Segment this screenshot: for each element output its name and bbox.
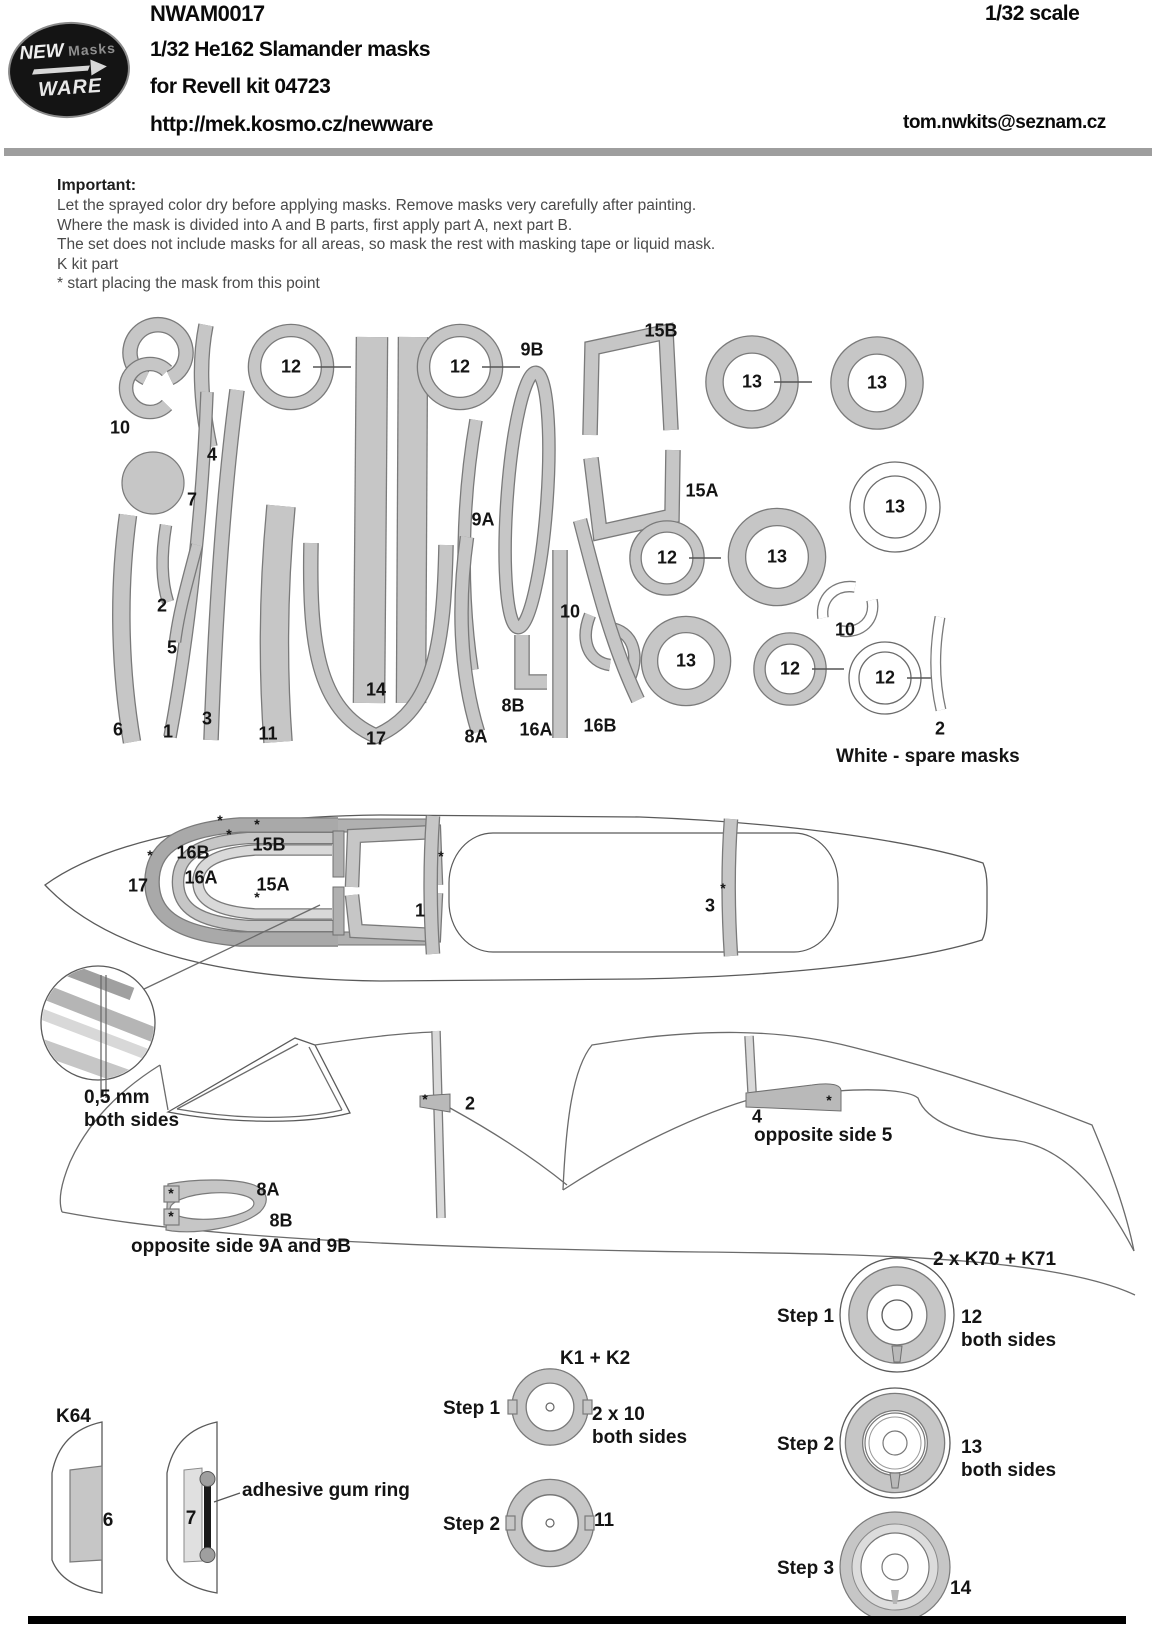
step-label: Step 2 bbox=[777, 1434, 835, 1455]
wheel-k70-step3 bbox=[840, 1512, 950, 1622]
step-label: Step 1 bbox=[443, 1398, 501, 1419]
kit-part-title: 2 x K70 + K71 bbox=[933, 1249, 1057, 1270]
placement-label: 16A bbox=[184, 867, 218, 888]
fuselage-top-view bbox=[45, 815, 987, 981]
mask-part-label: 4 bbox=[206, 444, 218, 465]
mask-part-label: 12 bbox=[656, 547, 678, 568]
step-label: Step 1 bbox=[777, 1306, 835, 1327]
pointer-line bbox=[214, 1493, 240, 1502]
start-point-marker: * bbox=[168, 1208, 174, 1224]
mask-part-label: 15A bbox=[685, 480, 719, 501]
placement-label: 8B bbox=[269, 1210, 293, 1231]
mask-part-label: 12 bbox=[779, 658, 801, 679]
mask-part-label: 12 bbox=[449, 356, 471, 377]
mask-part-label: 13 bbox=[766, 546, 788, 567]
mask-part-label: 14 bbox=[365, 679, 387, 700]
mask-part-label: 2 bbox=[156, 595, 168, 616]
instruction-line: The set does not include masks for all areas, so mask the rest with masking tape or liquid mask. bbox=[57, 236, 716, 253]
instructions-heading: Important: bbox=[57, 177, 137, 194]
mask-part-label: 7 bbox=[185, 1508, 197, 1529]
logo-word-new: NEW bbox=[18, 40, 65, 65]
start-point-marker: * bbox=[168, 1185, 174, 1201]
step-label: Step 3 bbox=[777, 1558, 835, 1579]
mask-part-label: 6 bbox=[112, 719, 124, 740]
mask-part-label: 16A bbox=[519, 719, 553, 740]
placement-label: 3 bbox=[704, 895, 716, 916]
product-code: NWAM0017 bbox=[150, 1, 265, 26]
newware-logo bbox=[5, 18, 133, 122]
wheel-k70-step1 bbox=[840, 1258, 954, 1372]
spare-masks-note: White - spare masks bbox=[836, 746, 1020, 767]
step-note: both sides bbox=[961, 1460, 1057, 1481]
start-point-marker: * bbox=[254, 816, 260, 832]
start-point-marker: * bbox=[422, 1091, 428, 1107]
placement-note: opposite side 5 bbox=[754, 1125, 893, 1146]
instructions-block bbox=[57, 176, 715, 294]
placement-label: 1 bbox=[414, 900, 426, 921]
placement-label: 17 bbox=[127, 875, 149, 896]
step-note: 14 bbox=[950, 1578, 972, 1599]
mask-part-label: 17 bbox=[365, 728, 387, 749]
placement-label: 2 bbox=[464, 1093, 476, 1114]
mask-part-label: 13 bbox=[675, 650, 697, 671]
start-point-marker: * bbox=[720, 880, 726, 896]
instruction-line: Where the mask is divided into A and B parts, first apply part A, next part B. bbox=[57, 216, 573, 234]
mask-part-label: 8A bbox=[464, 726, 488, 747]
mask-part-label: 13 bbox=[866, 372, 888, 393]
mask-part-label: 12 bbox=[874, 667, 896, 688]
step-note: both sides bbox=[961, 1330, 1057, 1351]
mask-part-label: 15B bbox=[644, 320, 678, 341]
mask-part-label: 13 bbox=[884, 496, 906, 517]
wheel-steps-diagram bbox=[0, 1230, 1159, 1625]
instruction-line: Let the sprayed color dry before applying masks. Remove masks very carefully after painting. bbox=[57, 197, 697, 214]
kit-subtitle: for Revell kit 04723 bbox=[150, 75, 331, 98]
wheel-k1-step1 bbox=[508, 1369, 592, 1445]
scale-note: 1/32 scale bbox=[985, 2, 1080, 25]
mask-part-label: 10 bbox=[559, 601, 581, 622]
start-point-marker: * bbox=[826, 1092, 832, 1108]
mask-part-label: 13 bbox=[741, 371, 763, 392]
fin-k64-part7 bbox=[167, 1422, 240, 1593]
mask-part-label: 8B bbox=[501, 695, 525, 716]
placement-label: 16B bbox=[176, 842, 210, 863]
mask-part-label: 2 bbox=[934, 718, 946, 739]
mask-part-label: 12 bbox=[280, 356, 302, 377]
mask-part-label: 5 bbox=[166, 637, 178, 658]
mask-part-label: 11 bbox=[258, 723, 278, 744]
placement-label: 15B bbox=[252, 834, 286, 855]
mask-part-label: 16B bbox=[583, 715, 617, 736]
fin-k64-part6 bbox=[52, 1422, 102, 1593]
instruction-line: * start placing the mask from this point bbox=[57, 275, 320, 292]
gum-ring-bar bbox=[204, 1477, 211, 1557]
placement-note: opposite side 9A and 9B bbox=[131, 1236, 351, 1257]
start-point-marker: * bbox=[147, 847, 153, 863]
mask-part-label: 9B bbox=[520, 339, 544, 360]
step-note: 2 x 10 bbox=[592, 1404, 645, 1425]
bottom-bar bbox=[28, 1616, 1126, 1624]
detail-measurement: 0,5 mm bbox=[84, 1087, 150, 1108]
mask-part-label: 10 bbox=[834, 619, 856, 640]
start-point-marker: * bbox=[226, 826, 232, 842]
kit-part-title: K64 bbox=[56, 1406, 91, 1427]
detail-measurement: both sides bbox=[84, 1110, 180, 1131]
logo-word-ware: WARE bbox=[37, 74, 103, 102]
step-label: Step 2 bbox=[443, 1514, 501, 1535]
instruction-line: K kit part bbox=[57, 255, 119, 273]
placement-label: 4 bbox=[751, 1106, 763, 1127]
placement-label: 8A bbox=[256, 1179, 280, 1200]
contact-email: tom.nwkits@seznam.cz bbox=[903, 112, 1106, 133]
start-point-marker: * bbox=[438, 848, 444, 864]
wheel-k70-step2 bbox=[840, 1388, 950, 1498]
step-note: 11 bbox=[594, 1510, 615, 1531]
placement-label: 15A bbox=[256, 874, 290, 895]
start-point-marker: * bbox=[217, 812, 223, 828]
gum-ring-note: adhesive gum ring bbox=[242, 1480, 410, 1501]
mask-part-label: 6 bbox=[102, 1510, 114, 1531]
step-note: 13 bbox=[961, 1437, 983, 1458]
mask-part-label: 9A bbox=[471, 509, 495, 530]
page-title: 1/32 He162 Slamander masks bbox=[150, 38, 431, 61]
mask-part-label: 1 bbox=[162, 721, 174, 742]
mask-part-label: 7 bbox=[186, 489, 198, 510]
step-note: 12 bbox=[961, 1307, 983, 1328]
wheel-k1-step2 bbox=[506, 1487, 594, 1559]
start-point-marker: * bbox=[254, 889, 260, 905]
step-note: both sides bbox=[592, 1427, 688, 1448]
mask-sheet-diagram bbox=[0, 300, 1159, 780]
website-url: http://mek.kosmo.cz/newware bbox=[150, 113, 433, 136]
header-divider bbox=[4, 148, 1152, 156]
mask-part-label: 10 bbox=[109, 417, 131, 438]
kit-part-title: K1 + K2 bbox=[560, 1348, 631, 1369]
mask-part-label: 3 bbox=[201, 708, 213, 729]
logo-word-masks: Masks bbox=[67, 39, 117, 59]
